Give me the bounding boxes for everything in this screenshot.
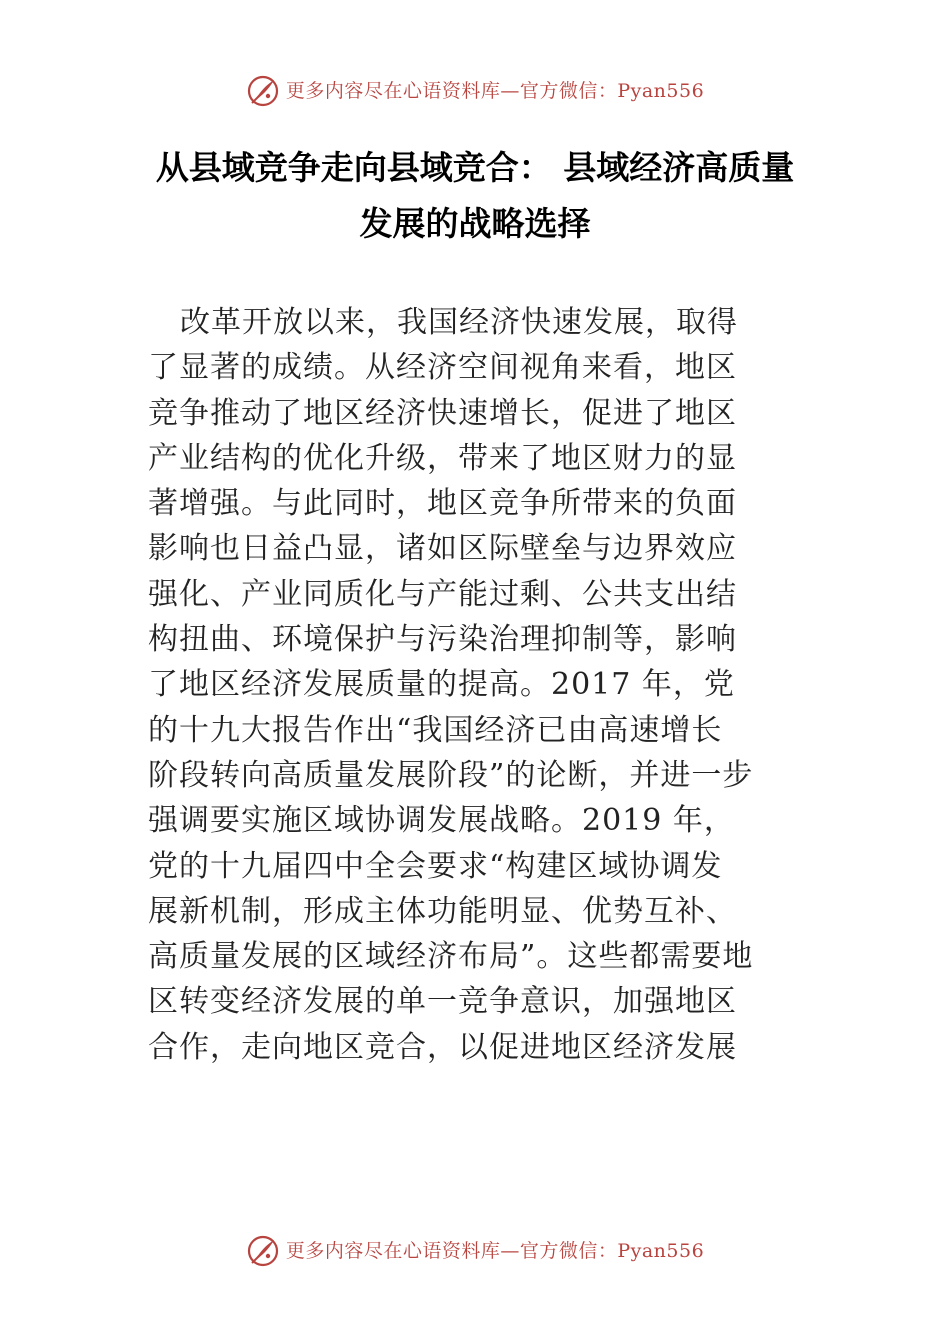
paragraph-line: 著增强。与此同时，地区竞争所带来的负面 xyxy=(148,486,737,522)
paragraph-line: 党的十九届四中全会要求“构建区域协调发 xyxy=(148,848,723,884)
paragraph-line: 产业结构的优化升级，带来了地区财力的显 xyxy=(148,440,737,476)
paragraph-line: 了显著的成绩。从经济空间视角来看，地区 xyxy=(148,350,737,386)
paragraph-line: 了地区经济发展质量的提高。2017 年，党 xyxy=(148,667,735,703)
paragraph-line: 强化、产业同质化与产能过剩、公共支出结 xyxy=(148,576,737,612)
watermark-text: 更多内容尽在心语资料库—官方微信：Pyan556 xyxy=(285,80,705,102)
title-line: 从县域竞争走向县域竞合： 县域经济高质量 xyxy=(155,148,795,187)
quill-logo-icon xyxy=(246,74,280,108)
watermark-text: 更多内容尽在心语资料库—官方微信：Pyan556 xyxy=(285,1240,705,1262)
paragraph-line: 影响也日益凸显，诸如区际壁垒与边界效应 xyxy=(148,531,737,567)
paragraph-line: 竞争推动了地区经济快速增长，促进了地区 xyxy=(148,395,737,431)
paragraph-line: 构扭曲、环境保护与污染治理抑制等，影响 xyxy=(148,622,737,658)
title-line: 发展的战略选择 xyxy=(359,204,591,243)
paragraph-line: 高质量发展的区域经济布局”。这些都需要地 xyxy=(148,939,754,975)
paragraph-line: 阶段转向高质量发展阶段”的论断，并进一步 xyxy=(148,757,754,793)
paragraph-line: 强调要实施区域协调发展战略。2019 年， xyxy=(148,803,735,839)
header-watermark xyxy=(0,74,950,108)
document-title xyxy=(110,140,840,252)
paragraph-line: 区转变经济发展的单一竞争意识，加强地区 xyxy=(148,984,737,1020)
paragraph-line: 合作，走向地区竞合，以促进地区经济发展 xyxy=(148,1029,737,1065)
footer-watermark xyxy=(0,1234,950,1268)
paragraph-line: 改革开放以来，我国经济快速发展，取得 xyxy=(180,305,738,340)
paragraph-line: 的十九大报告作出“我国经济已由高速增长 xyxy=(148,712,723,748)
body-paragraph xyxy=(148,300,808,1070)
paragraph-line: 展新机制，形成主体功能明显、优势互补、 xyxy=(148,893,737,929)
quill-logo-icon xyxy=(246,1234,280,1268)
